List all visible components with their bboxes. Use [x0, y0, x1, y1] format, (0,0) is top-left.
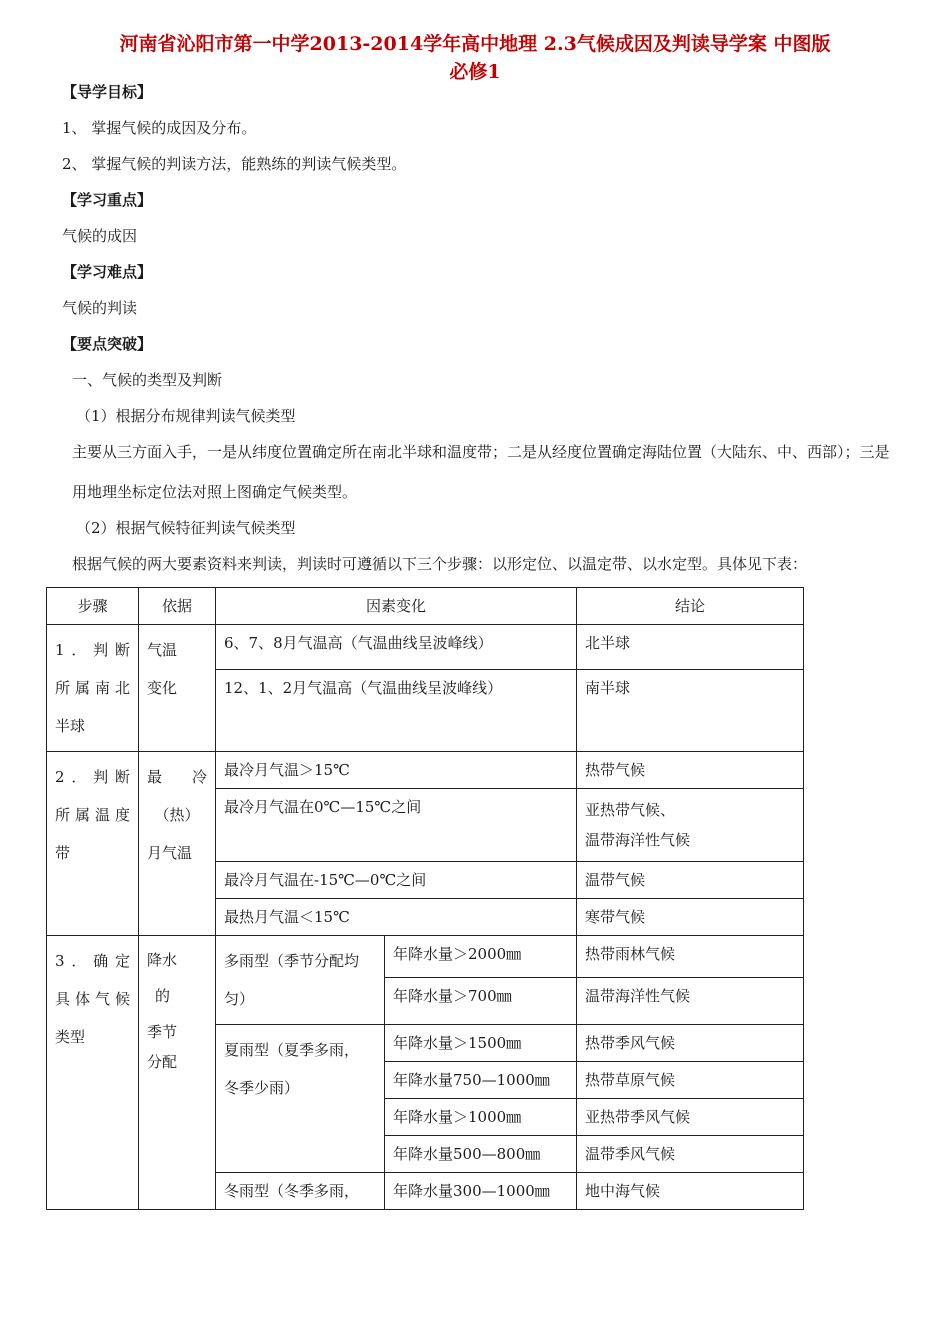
- basis-1-cell: 气温 变化: [139, 625, 216, 752]
- difficulty-text: 气候的判读: [62, 299, 138, 317]
- precip-type-even: 多雨型（季节分配均 匀）: [216, 936, 385, 1025]
- factor-cell: 6、7、8月气温高（气温曲线呈波峰线）: [216, 625, 577, 670]
- focus-heading: 【学习重点】: [62, 191, 153, 209]
- subsection-1-text: 主要从三方面入手，一是从纬度位置确定所在南北半球和温度带；二是从经度位置确定海陆位置（大陆东、中、西部）；三是用地理坐标定位法对照上图确定气候类型。: [72, 443, 890, 501]
- precip-amount-cell: 年降水量＞2000㎜: [385, 936, 577, 978]
- header-result: 结论: [577, 588, 804, 625]
- table-row: [47, 936, 804, 978]
- result-cell: 热带草原气候: [577, 1062, 804, 1099]
- focus-text: 气候的成因: [62, 227, 138, 245]
- factor-cell: 最热月气温＜15℃: [216, 899, 577, 936]
- table-row: [47, 752, 804, 789]
- goal-2: 2、 掌握气候的判读方法，能熟练的判读气候类型。: [62, 155, 407, 173]
- factor-cell: 12、1、2月气温高（气温曲线呈波峰线）: [216, 670, 577, 752]
- result-cell: 寒带气候: [577, 899, 804, 936]
- precip-amount-cell: 年降水量500—800㎜: [385, 1136, 577, 1173]
- table-header-row: [47, 588, 804, 625]
- basis-2-cell: 最 冷 （热） 月气温: [139, 752, 216, 936]
- step-2-cell: 2．判断 所属温度 带: [47, 752, 139, 936]
- factor-cell: 最冷月气温＞15℃: [216, 752, 577, 789]
- result-cell: 温带海洋性气候: [577, 978, 804, 1025]
- result-cell: 亚热带气候、 温带海洋性气候: [577, 789, 804, 862]
- result-cell: 地中海气候: [577, 1173, 804, 1210]
- doc-title-line2: 必修1: [449, 61, 501, 83]
- goals-heading: 【导学目标】: [62, 83, 153, 101]
- difficulty-heading: 【学习难点】: [62, 263, 153, 281]
- subsection-1-heading: （1）根据分布规律判读气候类型: [76, 407, 296, 425]
- step-3-cell: 3．确定 具体气候 类型: [47, 936, 139, 1210]
- result-cell: 热带季风气候: [577, 1025, 804, 1062]
- header-basis: 依据: [139, 588, 216, 625]
- factor-cell: 最冷月气温在0℃—15℃之间: [216, 789, 577, 862]
- header-step: 步骤: [47, 588, 139, 625]
- goal-1: 1、 掌握气候的成因及分布。: [62, 119, 257, 137]
- precip-type-winter: 冬雨型（冬季多雨，: [216, 1173, 385, 1210]
- result-cell: 亚热带季风气候: [577, 1099, 804, 1136]
- precip-amount-cell: 年降水量300—1000㎜: [385, 1173, 577, 1210]
- precip-type-summer: 夏雨型（夏季多雨， 冬季少雨）: [216, 1025, 385, 1173]
- step-1-cell: 1．判断 所属南北 半球: [47, 625, 139, 752]
- precip-amount-cell: 年降水量＞1500㎜: [385, 1025, 577, 1062]
- result-cell: 热带气候: [577, 752, 804, 789]
- section-1-heading: 一、气候的类型及判断: [72, 371, 223, 389]
- table-row: [47, 625, 804, 670]
- factor-cell: 最冷月气温在-15℃—0℃之间: [216, 862, 577, 899]
- result-cell: 南半球: [577, 670, 804, 752]
- subsection-2-text: 根据气候的两大要素资料来判读，判读时可遵循以下三个步骤：以形定位、以温定带、以水定型。具体见下表：: [72, 555, 808, 573]
- precip-amount-cell: 年降水量＞1000㎜: [385, 1099, 577, 1136]
- header-factor: 因素变化: [216, 588, 577, 625]
- result-cell: 热带雨林气候: [577, 936, 804, 978]
- subsection-2-heading: （2）根据气候特征判读气候类型: [76, 519, 296, 537]
- result-cell: 温带季风气候: [577, 1136, 804, 1173]
- result-cell: 北半球: [577, 625, 804, 670]
- climate-judgement-table: [46, 587, 804, 1210]
- precip-amount-cell: 年降水量750—1000㎜: [385, 1062, 577, 1099]
- doc-title-line1: 河南省沁阳市第一中学2013-2014学年高中地理 2.3气候成因及判读导学案 中图版: [119, 33, 831, 55]
- breakthrough-heading: 【要点突破】: [62, 335, 153, 353]
- result-cell: 温带气候: [577, 862, 804, 899]
- precip-amount-cell: 年降水量＞700㎜: [385, 978, 577, 1025]
- basis-3-cell: 降水 的 季节 分配: [139, 936, 216, 1210]
